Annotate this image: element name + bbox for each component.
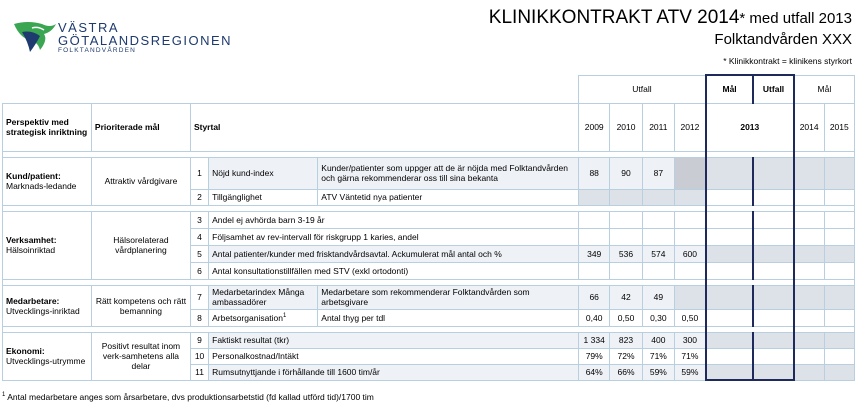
row-desc: Antal thyg per tdl (318, 309, 579, 326)
val-2011 (642, 211, 674, 228)
perspective-sub: Utvecklings-utrymme (6, 356, 86, 366)
val-2013-mal (706, 157, 754, 189)
row-num: 11 (190, 364, 208, 380)
val-2013-mal (706, 228, 754, 245)
val-2015 (824, 157, 854, 189)
val-2013-mal (706, 189, 754, 205)
header-mal-2013: Mål (706, 75, 754, 103)
val-2010: 90 (610, 157, 642, 189)
row-name: Andel ej avhörda barn 3-19 år (209, 211, 579, 228)
val-2014 (794, 285, 824, 309)
val-2014 (794, 262, 824, 279)
val-2011 (642, 228, 674, 245)
val-2013-utfall (753, 348, 793, 364)
val-2013-utfall (753, 364, 793, 380)
val-2012: 59% (675, 364, 706, 380)
table-row (3, 285, 855, 309)
val-2009: 88 (579, 157, 610, 189)
val-2013-utfall (753, 245, 793, 262)
title-sub: Folktandvården XXX (714, 31, 852, 48)
header-perspektiv: Perspektiv med strategisk inriktning (3, 103, 92, 151)
val-2010: 823 (610, 332, 642, 348)
perspective-cell (3, 332, 92, 380)
row-name: Faktiskt resultat (tkr) (209, 332, 579, 348)
val-2011 (642, 262, 674, 279)
row-name: Medarbetarindex Många ambassadörer (209, 285, 318, 309)
val-2009: 0,40 (579, 309, 610, 326)
table-row (3, 157, 855, 189)
val-2009 (579, 262, 610, 279)
goal-cell: Rätt kompetens och rätt bemanning (91, 285, 190, 326)
val-2015 (824, 364, 854, 380)
val-2013-utfall (753, 228, 793, 245)
val-2013-utfall (753, 309, 793, 326)
row-name: Antal patienter/kunder med frisktandvårdsavtal. Ackumulerat mål antal och % (209, 245, 579, 262)
perspective-sub: Hälsoinriktad (6, 245, 56, 255)
row-name: Antal konsultationstillfällen med STV (exkl ortodonti) (209, 262, 579, 279)
val-2011: 59% (642, 364, 674, 380)
header-y2011: 2011 (642, 103, 674, 151)
val-2015 (824, 285, 854, 309)
val-2012: 300 (675, 332, 706, 348)
header-row-main (3, 103, 855, 151)
header-y2014: 2014 (794, 103, 824, 151)
klinikkontrakt-table (2, 74, 855, 381)
row-name (209, 309, 318, 326)
val-2010: 66% (610, 364, 642, 380)
row-num: 3 (190, 211, 208, 228)
val-2013-mal (706, 262, 754, 279)
val-2009: 66 (579, 285, 610, 309)
logo-text (58, 22, 232, 55)
val-2009: 79% (579, 348, 610, 364)
val-2015 (824, 262, 854, 279)
goal-cell: Positivt resultat inom verk-samhetens alla delar (91, 332, 190, 380)
val-2011: 0,30 (642, 309, 674, 326)
perspective-cell (3, 211, 92, 279)
perspective-title: Verksamhet: (6, 235, 57, 245)
row-num: 8 (190, 309, 208, 326)
val-2012 (675, 211, 706, 228)
val-2011: 49 (642, 285, 674, 309)
header-y2012: 2012 (675, 103, 706, 151)
val-2011: 71% (642, 348, 674, 364)
val-2013-utfall (753, 285, 793, 309)
val-2013-utfall (753, 211, 793, 228)
header-y2015: 2015 (824, 103, 854, 151)
page-title (489, 6, 852, 49)
val-2013-utfall (753, 189, 793, 205)
val-2013-mal (706, 285, 754, 309)
val-2013-mal (706, 348, 754, 364)
val-2010: 72% (610, 348, 642, 364)
row-num: 10 (190, 348, 208, 364)
row-name: Tillgänglighet (209, 189, 318, 205)
val-2010 (610, 189, 642, 205)
val-2012 (675, 228, 706, 245)
row-name-text: Arbetsorganisation (212, 312, 284, 323)
footnote-marker: 1 (283, 312, 287, 319)
logo-line1: VÄSTRA (58, 20, 120, 35)
perspective-sub: Utvecklings-inriktad (6, 305, 80, 316)
val-2012 (675, 157, 706, 189)
val-2015 (824, 245, 854, 262)
val-2010 (610, 228, 642, 245)
val-2012: 0,50 (675, 309, 706, 326)
perspective-title: Kund/patient: (6, 171, 61, 181)
header-y2010: 2010 (610, 103, 642, 151)
val-2013-utfall (753, 157, 793, 189)
row-desc: Kunder/patienter som uppger att de är nöjda med Folktandvården och gärna rekommenderar oss till sina bekanta (318, 157, 579, 189)
val-2013-mal (706, 211, 754, 228)
val-2011: 87 (642, 157, 674, 189)
row-num: 4 (190, 228, 208, 245)
val-2015 (824, 332, 854, 348)
val-2009 (579, 189, 610, 205)
val-2011 (642, 189, 674, 205)
row-name: Rumsutnyttjande i förhållande till 1600 tim/år (209, 364, 579, 380)
val-2013-mal (706, 364, 754, 380)
header-y2013: 2013 (706, 103, 794, 151)
header-blank (3, 75, 579, 103)
title-main-big: KLINIKKONTRAKT ATV 2014 (488, 7, 740, 28)
footnote (2, 392, 374, 402)
val-2009: 349 (579, 245, 610, 262)
row-num: 1 (190, 157, 208, 189)
title-main-small: * med utfall 2013 (739, 10, 852, 27)
header-prioriterade: Prioriterade mål (91, 103, 190, 151)
footnote-text: Antal medarbetare anges som årsarbetare, dvs produktionsarbetstid (fd kallad utförd tid)/1700 tim (7, 392, 374, 402)
val-2015 (824, 309, 854, 326)
val-2011: 574 (642, 245, 674, 262)
val-2009 (579, 211, 610, 228)
val-2013-utfall (753, 262, 793, 279)
table-row (3, 332, 855, 348)
val-2014 (794, 189, 824, 205)
val-2009: 1 334 (579, 332, 610, 348)
logo-line2: GÖTALANDSREGIONEN (58, 33, 233, 48)
row-desc: ATV Väntetid nya patienter (318, 189, 579, 205)
row-name: Personalkostnad/Intäkt (209, 348, 579, 364)
val-2013-mal (706, 332, 754, 348)
header-row-top (3, 75, 855, 103)
header-y2009: 2009 (579, 103, 610, 151)
perspective-cell (3, 157, 92, 205)
val-2015 (824, 211, 854, 228)
header-styrtal: Styrtal (190, 103, 578, 151)
goal-cell: Hälsorelaterad vårdplanering (91, 211, 190, 279)
perspective-title: Medarbetare: (6, 295, 60, 306)
val-2014 (794, 332, 824, 348)
footnote-sup: 1 (2, 392, 6, 399)
row-num: 9 (190, 332, 208, 348)
row-num: 2 (190, 189, 208, 205)
val-2009: 64% (579, 364, 610, 380)
logo-line3: FOLKTANDVÅRDEN (58, 47, 137, 54)
val-2015 (824, 348, 854, 364)
val-2010: 0,50 (610, 309, 642, 326)
row-name: Nöjd kund-index (209, 157, 318, 189)
header-utfall: Utfall (579, 75, 706, 103)
val-2012 (675, 285, 706, 309)
val-2014 (794, 228, 824, 245)
row-desc: Medarbetare som rekommenderar Folktandvården som arbetsgivare (318, 285, 579, 309)
val-2010: 536 (610, 245, 642, 262)
val-2010 (610, 211, 642, 228)
row-num: 7 (190, 285, 208, 309)
title-main (489, 6, 852, 31)
goal-cell: Attraktiv vårdgivare (91, 157, 190, 205)
val-2012: 71% (675, 348, 706, 364)
val-2014 (794, 364, 824, 380)
val-2014 (794, 211, 824, 228)
val-2009 (579, 228, 610, 245)
val-2012 (675, 189, 706, 205)
val-2012 (675, 262, 706, 279)
val-2013-mal (706, 309, 754, 326)
val-2014 (794, 348, 824, 364)
val-2014 (794, 245, 824, 262)
row-num: 5 (190, 245, 208, 262)
val-2013-mal (706, 245, 754, 262)
val-2013-utfall (753, 332, 793, 348)
header-mal-future: Mål (794, 75, 855, 103)
row-num: 6 (190, 262, 208, 279)
val-2010 (610, 262, 642, 279)
val-2015 (824, 228, 854, 245)
perspective-title: Ekonomi: (6, 346, 45, 356)
table-row (3, 211, 855, 228)
header-utfall-2013: Utfall (753, 75, 793, 103)
row-name: Följsamhet av rev-intervall för riskgrupp 1 karies, andel (209, 228, 579, 245)
val-2010: 42 (610, 285, 642, 309)
perspective-cell (3, 285, 92, 326)
title-note: * Klinikkontrakt = klinikens styrkort (723, 56, 852, 66)
val-2014 (794, 157, 824, 189)
val-2014 (794, 309, 824, 326)
val-2012: 600 (675, 245, 706, 262)
val-2011: 400 (642, 332, 674, 348)
perspective-sub: Marknads-ledande (6, 181, 77, 191)
val-2015 (824, 189, 854, 205)
